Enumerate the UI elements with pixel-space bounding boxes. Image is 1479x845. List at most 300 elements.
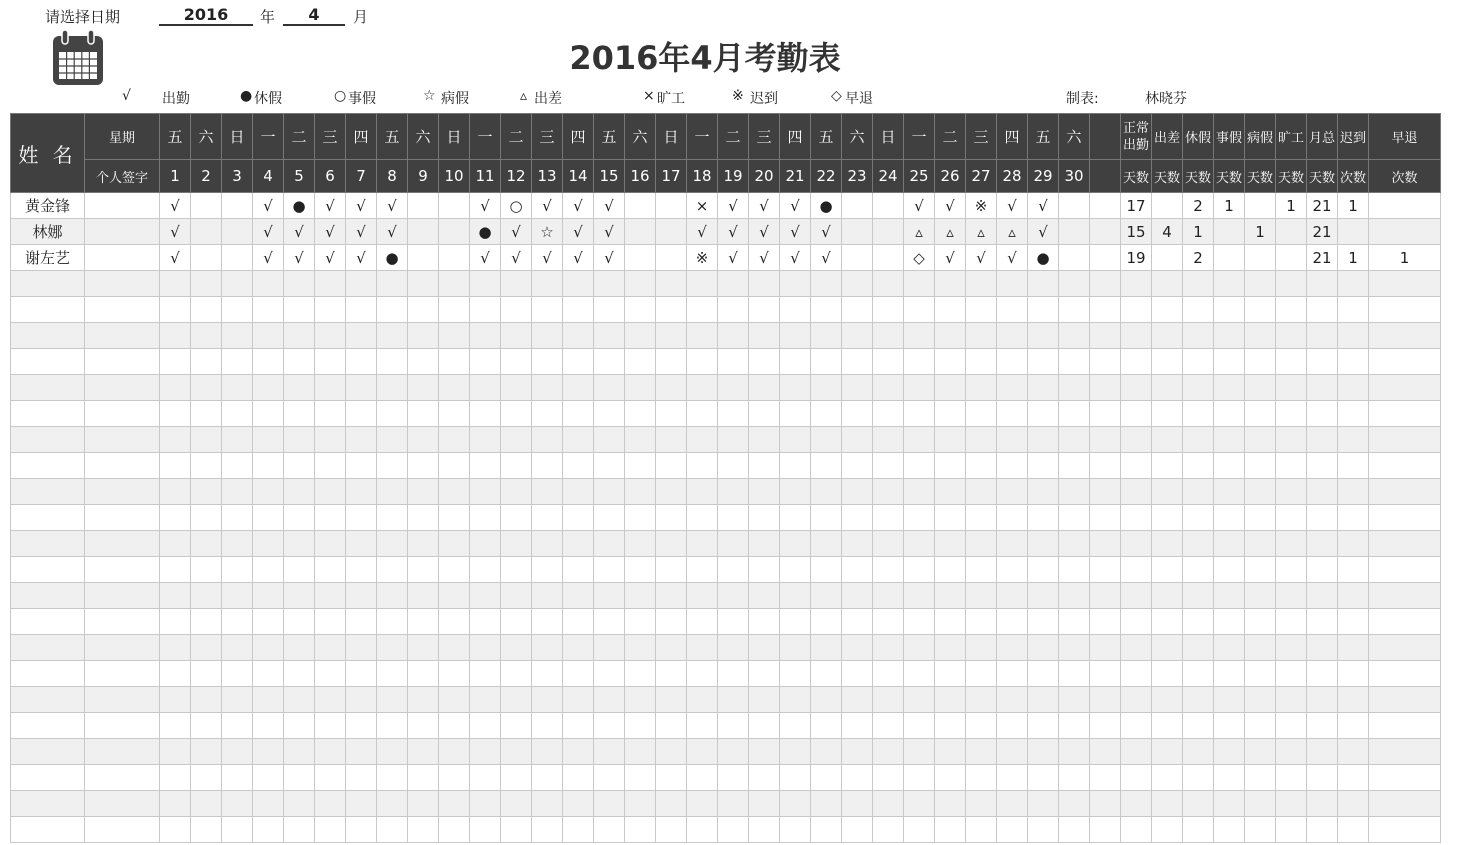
attendance-cell[interactable] [191, 219, 222, 245]
empty-cell[interactable] [1245, 427, 1276, 453]
empty-cell[interactable] [439, 323, 470, 349]
empty-cell[interactable] [997, 323, 1028, 349]
empty-cell[interactable] [284, 531, 315, 557]
empty-cell[interactable] [1152, 531, 1183, 557]
empty-cell[interactable] [346, 531, 377, 557]
empty-cell[interactable] [1245, 505, 1276, 531]
empty-cell[interactable] [346, 635, 377, 661]
empty-cell[interactable] [1183, 375, 1214, 401]
empty-cell[interactable] [935, 583, 966, 609]
empty-cell[interactable] [563, 271, 594, 297]
attendance-cell[interactable] [873, 245, 904, 271]
empty-cell[interactable] [594, 661, 625, 687]
empty-cell[interactable] [253, 271, 284, 297]
empty-cell[interactable] [253, 479, 284, 505]
empty-cell[interactable] [1183, 427, 1214, 453]
attendance-cell[interactable] [439, 219, 470, 245]
empty-cell[interactable] [1369, 479, 1441, 505]
empty-cell[interactable] [718, 453, 749, 479]
empty-cell[interactable] [749, 687, 780, 713]
empty-cell[interactable] [346, 427, 377, 453]
empty-cell[interactable] [780, 713, 811, 739]
empty-cell[interactable] [160, 375, 191, 401]
attendance-cell[interactable]: ☆ [532, 219, 563, 245]
empty-cell[interactable] [284, 739, 315, 765]
attendance-cell[interactable] [191, 193, 222, 219]
empty-cell[interactable] [656, 375, 687, 401]
empty-cell[interactable] [1338, 401, 1369, 427]
empty-cell[interactable] [811, 791, 842, 817]
empty-cell[interactable] [997, 687, 1028, 713]
empty-cell[interactable] [222, 609, 253, 635]
empty-cell[interactable] [904, 609, 935, 635]
empty-cell[interactable] [1276, 739, 1307, 765]
empty-cell[interactable] [11, 401, 85, 427]
empty-cell[interactable] [904, 479, 935, 505]
empty-cell[interactable] [749, 375, 780, 401]
empty-cell[interactable] [1090, 349, 1121, 375]
empty-cell[interactable] [1059, 323, 1090, 349]
empty-cell[interactable] [966, 609, 997, 635]
empty-cell[interactable] [842, 791, 873, 817]
empty-cell[interactable] [11, 791, 85, 817]
empty-cell[interactable] [1245, 791, 1276, 817]
empty-cell[interactable] [625, 635, 656, 661]
stat-cell[interactable]: 21 [1307, 219, 1338, 245]
empty-cell[interactable] [377, 505, 408, 531]
empty-cell[interactable] [160, 791, 191, 817]
empty-cell[interactable] [625, 765, 656, 791]
empty-cell[interactable] [470, 791, 501, 817]
empty-cell[interactable] [346, 453, 377, 479]
empty-cell[interactable] [284, 271, 315, 297]
empty-cell[interactable] [315, 531, 346, 557]
empty-cell[interactable] [594, 323, 625, 349]
empty-cell[interactable] [1276, 557, 1307, 583]
empty-cell[interactable] [966, 349, 997, 375]
empty-cell[interactable] [191, 427, 222, 453]
empty-cell[interactable] [966, 817, 997, 843]
empty-cell[interactable] [935, 479, 966, 505]
empty-cell[interactable] [749, 817, 780, 843]
empty-cell[interactable] [501, 817, 532, 843]
empty-cell[interactable] [470, 323, 501, 349]
empty-cell[interactable] [85, 609, 160, 635]
empty-cell[interactable] [1059, 401, 1090, 427]
empty-cell[interactable] [997, 401, 1028, 427]
empty-cell[interactable] [1152, 505, 1183, 531]
attendance-cell[interactable]: √ [997, 245, 1028, 271]
empty-cell[interactable] [439, 401, 470, 427]
empty-cell[interactable] [1276, 427, 1307, 453]
empty-cell[interactable] [284, 817, 315, 843]
empty-cell[interactable] [1152, 687, 1183, 713]
attendance-cell[interactable]: √ [935, 193, 966, 219]
empty-cell[interactable] [749, 609, 780, 635]
empty-cell[interactable] [11, 713, 85, 739]
attendance-cell[interactable]: √ [966, 245, 997, 271]
empty-cell[interactable] [1059, 791, 1090, 817]
empty-cell[interactable] [1059, 349, 1090, 375]
empty-cell[interactable] [1369, 375, 1441, 401]
empty-cell[interactable] [1307, 557, 1338, 583]
empty-cell[interactable] [997, 635, 1028, 661]
empty-cell[interactable] [997, 349, 1028, 375]
empty-cell[interactable] [718, 791, 749, 817]
empty-cell[interactable] [191, 531, 222, 557]
empty-cell[interactable] [284, 479, 315, 505]
empty-cell[interactable] [873, 765, 904, 791]
empty-cell[interactable] [1090, 271, 1121, 297]
empty-cell[interactable] [1028, 297, 1059, 323]
empty-cell[interactable] [408, 375, 439, 401]
empty-cell[interactable] [222, 323, 253, 349]
empty-cell[interactable] [1028, 427, 1059, 453]
attendance-cell[interactable] [408, 245, 439, 271]
empty-cell[interactable] [811, 713, 842, 739]
empty-cell[interactable] [1028, 713, 1059, 739]
attendance-cell[interactable] [1059, 193, 1090, 219]
empty-cell[interactable] [780, 661, 811, 687]
empty-cell[interactable] [563, 375, 594, 401]
empty-cell[interactable] [470, 401, 501, 427]
empty-cell[interactable] [439, 349, 470, 375]
empty-cell[interactable] [594, 583, 625, 609]
empty-cell[interactable] [439, 713, 470, 739]
empty-cell[interactable] [1121, 297, 1152, 323]
empty-cell[interactable] [1276, 297, 1307, 323]
empty-cell[interactable] [1028, 687, 1059, 713]
empty-cell[interactable] [966, 739, 997, 765]
empty-cell[interactable] [1214, 661, 1245, 687]
empty-cell[interactable] [1090, 401, 1121, 427]
empty-cell[interactable] [1121, 375, 1152, 401]
empty-cell[interactable] [346, 479, 377, 505]
empty-cell[interactable] [439, 479, 470, 505]
empty-cell[interactable] [470, 635, 501, 661]
empty-cell[interactable] [191, 583, 222, 609]
empty-cell[interactable] [842, 817, 873, 843]
empty-cell[interactable] [1369, 583, 1441, 609]
empty-cell[interactable] [997, 739, 1028, 765]
empty-cell[interactable] [625, 323, 656, 349]
empty-cell[interactable] [718, 297, 749, 323]
empty-cell[interactable] [284, 375, 315, 401]
empty-cell[interactable] [191, 713, 222, 739]
stat-cell[interactable]: 19 [1121, 245, 1152, 271]
empty-cell[interactable] [1214, 271, 1245, 297]
empty-cell[interactable] [966, 765, 997, 791]
empty-cell[interactable] [1338, 687, 1369, 713]
empty-cell[interactable] [563, 635, 594, 661]
empty-cell[interactable] [1090, 505, 1121, 531]
empty-cell[interactable] [966, 791, 997, 817]
attendance-cell[interactable]: √ [904, 193, 935, 219]
empty-cell[interactable] [532, 557, 563, 583]
empty-cell[interactable] [563, 713, 594, 739]
attendance-cell[interactable]: √ [315, 193, 346, 219]
empty-cell[interactable] [253, 739, 284, 765]
empty-cell[interactable] [1307, 271, 1338, 297]
empty-cell[interactable] [160, 297, 191, 323]
empty-cell[interactable] [191, 453, 222, 479]
attendance-cell[interactable]: √ [687, 219, 718, 245]
empty-cell[interactable] [842, 739, 873, 765]
attendance-cell[interactable] [842, 219, 873, 245]
empty-cell[interactable] [191, 323, 222, 349]
empty-cell[interactable] [935, 505, 966, 531]
attendance-cell[interactable]: ▵ [966, 219, 997, 245]
empty-cell[interactable] [656, 609, 687, 635]
empty-cell[interactable] [346, 349, 377, 375]
empty-cell[interactable] [85, 635, 160, 661]
empty-cell[interactable] [718, 557, 749, 583]
empty-cell[interactable] [873, 687, 904, 713]
empty-cell[interactable] [470, 739, 501, 765]
empty-cell[interactable] [501, 661, 532, 687]
empty-cell[interactable] [1090, 427, 1121, 453]
empty-cell[interactable] [284, 609, 315, 635]
empty-cell[interactable] [842, 531, 873, 557]
empty-cell[interactable] [315, 297, 346, 323]
empty-cell[interactable] [1307, 453, 1338, 479]
attendance-cell[interactable]: √ [377, 193, 408, 219]
empty-cell[interactable] [1245, 765, 1276, 791]
empty-cell[interactable] [1214, 401, 1245, 427]
empty-cell[interactable] [501, 713, 532, 739]
empty-cell[interactable] [563, 557, 594, 583]
empty-cell[interactable] [1245, 557, 1276, 583]
empty-cell[interactable] [842, 453, 873, 479]
empty-cell[interactable] [842, 609, 873, 635]
empty-cell[interactable] [1307, 349, 1338, 375]
empty-cell[interactable] [1338, 739, 1369, 765]
empty-cell[interactable] [253, 609, 284, 635]
attendance-cell[interactable]: √ [532, 245, 563, 271]
empty-cell[interactable] [1121, 791, 1152, 817]
empty-cell[interactable] [594, 453, 625, 479]
empty-cell[interactable] [1276, 583, 1307, 609]
empty-cell[interactable] [1090, 453, 1121, 479]
stat-cell[interactable] [1152, 193, 1183, 219]
stat-cell[interactable]: 21 [1307, 193, 1338, 219]
empty-cell[interactable] [1121, 739, 1152, 765]
empty-cell[interactable] [842, 583, 873, 609]
empty-cell[interactable] [1338, 349, 1369, 375]
empty-cell[interactable] [1245, 687, 1276, 713]
empty-cell[interactable] [85, 505, 160, 531]
empty-cell[interactable] [904, 349, 935, 375]
empty-cell[interactable] [780, 739, 811, 765]
empty-cell[interactable] [594, 401, 625, 427]
empty-cell[interactable] [656, 687, 687, 713]
attendance-cell[interactable]: ▵ [904, 219, 935, 245]
empty-cell[interactable] [935, 765, 966, 791]
empty-cell[interactable] [439, 531, 470, 557]
empty-cell[interactable] [315, 323, 346, 349]
empty-cell[interactable] [1121, 765, 1152, 791]
empty-cell[interactable] [780, 635, 811, 661]
empty-cell[interactable] [904, 687, 935, 713]
empty-cell[interactable] [656, 271, 687, 297]
empty-cell[interactable] [408, 453, 439, 479]
empty-cell[interactable] [191, 375, 222, 401]
empty-cell[interactable] [1028, 765, 1059, 791]
empty-cell[interactable] [1028, 791, 1059, 817]
stat-cell[interactable] [1152, 245, 1183, 271]
empty-cell[interactable] [1183, 401, 1214, 427]
empty-cell[interactable] [687, 323, 718, 349]
empty-cell[interactable] [439, 791, 470, 817]
empty-cell[interactable] [1090, 609, 1121, 635]
empty-cell[interactable] [1028, 349, 1059, 375]
empty-cell[interactable] [1090, 557, 1121, 583]
empty-cell[interactable] [1338, 713, 1369, 739]
empty-cell[interactable] [160, 765, 191, 791]
empty-cell[interactable] [85, 765, 160, 791]
empty-cell[interactable] [997, 453, 1028, 479]
empty-cell[interactable] [842, 375, 873, 401]
empty-cell[interactable] [1338, 297, 1369, 323]
empty-cell[interactable] [1028, 375, 1059, 401]
empty-cell[interactable] [532, 609, 563, 635]
empty-cell[interactable] [966, 375, 997, 401]
empty-cell[interactable] [1059, 297, 1090, 323]
empty-cell[interactable] [377, 765, 408, 791]
empty-cell[interactable] [966, 661, 997, 687]
empty-cell[interactable] [687, 427, 718, 453]
empty-cell[interactable] [160, 323, 191, 349]
empty-cell[interactable] [85, 271, 160, 297]
empty-cell[interactable] [997, 557, 1028, 583]
attendance-cell[interactable] [656, 193, 687, 219]
empty-cell[interactable] [594, 531, 625, 557]
empty-cell[interactable] [377, 557, 408, 583]
stat-cell[interactable]: 1 [1183, 219, 1214, 245]
empty-cell[interactable] [1369, 713, 1441, 739]
empty-cell[interactable] [749, 791, 780, 817]
empty-cell[interactable] [11, 297, 85, 323]
empty-cell[interactable] [718, 427, 749, 453]
empty-cell[interactable] [408, 635, 439, 661]
empty-cell[interactable] [811, 375, 842, 401]
empty-cell[interactable] [191, 739, 222, 765]
empty-cell[interactable] [1183, 661, 1214, 687]
empty-cell[interactable] [563, 453, 594, 479]
empty-cell[interactable] [1369, 323, 1441, 349]
empty-cell[interactable] [532, 583, 563, 609]
attendance-cell[interactable]: √ [532, 193, 563, 219]
empty-cell[interactable] [1307, 375, 1338, 401]
empty-cell[interactable] [377, 427, 408, 453]
empty-cell[interactable] [1245, 349, 1276, 375]
empty-cell[interactable] [532, 635, 563, 661]
attendance-cell[interactable] [191, 245, 222, 271]
empty-cell[interactable] [842, 635, 873, 661]
empty-cell[interactable] [749, 765, 780, 791]
empty-cell[interactable] [687, 817, 718, 843]
empty-cell[interactable] [1152, 609, 1183, 635]
empty-cell[interactable] [439, 453, 470, 479]
empty-cell[interactable] [656, 635, 687, 661]
empty-cell[interactable] [656, 583, 687, 609]
empty-cell[interactable] [532, 479, 563, 505]
empty-cell[interactable] [904, 739, 935, 765]
empty-cell[interactable] [1245, 453, 1276, 479]
empty-cell[interactable] [935, 817, 966, 843]
empty-cell[interactable] [85, 401, 160, 427]
empty-cell[interactable] [191, 297, 222, 323]
empty-cell[interactable] [470, 583, 501, 609]
stat-cell[interactable]: 1 [1338, 245, 1369, 271]
empty-cell[interactable] [346, 765, 377, 791]
empty-cell[interactable] [284, 635, 315, 661]
empty-cell[interactable] [160, 349, 191, 375]
empty-cell[interactable] [1369, 349, 1441, 375]
empty-cell[interactable] [1276, 817, 1307, 843]
empty-cell[interactable] [501, 531, 532, 557]
empty-cell[interactable] [1276, 323, 1307, 349]
empty-cell[interactable] [1152, 479, 1183, 505]
empty-cell[interactable] [11, 609, 85, 635]
empty-cell[interactable] [1059, 427, 1090, 453]
stat-cell[interactable] [1276, 219, 1307, 245]
empty-cell[interactable] [222, 765, 253, 791]
empty-cell[interactable] [749, 557, 780, 583]
year-field[interactable]: 2016 [159, 5, 253, 26]
empty-cell[interactable] [284, 713, 315, 739]
empty-cell[interactable] [439, 765, 470, 791]
empty-cell[interactable] [1152, 349, 1183, 375]
empty-cell[interactable] [315, 765, 346, 791]
empty-cell[interactable] [222, 817, 253, 843]
empty-cell[interactable] [284, 557, 315, 583]
empty-cell[interactable] [811, 505, 842, 531]
empty-cell[interactable] [1059, 583, 1090, 609]
empty-cell[interactable] [253, 427, 284, 453]
empty-cell[interactable] [563, 687, 594, 713]
empty-cell[interactable] [656, 739, 687, 765]
empty-cell[interactable] [253, 323, 284, 349]
attendance-cell[interactable]: √ [160, 245, 191, 271]
empty-cell[interactable] [160, 817, 191, 843]
attendance-cell[interactable]: √ [594, 219, 625, 245]
empty-cell[interactable] [253, 401, 284, 427]
empty-cell[interactable] [532, 375, 563, 401]
empty-cell[interactable] [377, 635, 408, 661]
empty-cell[interactable] [780, 687, 811, 713]
attendance-cell[interactable]: √ [253, 219, 284, 245]
empty-cell[interactable] [594, 739, 625, 765]
empty-cell[interactable] [160, 505, 191, 531]
empty-cell[interactable] [1338, 635, 1369, 661]
empty-cell[interactable] [1152, 297, 1183, 323]
empty-cell[interactable] [780, 817, 811, 843]
empty-cell[interactable] [1059, 713, 1090, 739]
empty-cell[interactable] [1369, 765, 1441, 791]
attendance-cell[interactable] [222, 219, 253, 245]
empty-cell[interactable] [160, 609, 191, 635]
empty-cell[interactable] [563, 323, 594, 349]
empty-cell[interactable] [1059, 609, 1090, 635]
empty-cell[interactable] [1307, 427, 1338, 453]
empty-cell[interactable] [594, 713, 625, 739]
empty-cell[interactable] [687, 739, 718, 765]
attendance-cell[interactable]: √ [811, 219, 842, 245]
empty-cell[interactable] [935, 687, 966, 713]
empty-cell[interactable] [1369, 401, 1441, 427]
empty-cell[interactable] [873, 505, 904, 531]
